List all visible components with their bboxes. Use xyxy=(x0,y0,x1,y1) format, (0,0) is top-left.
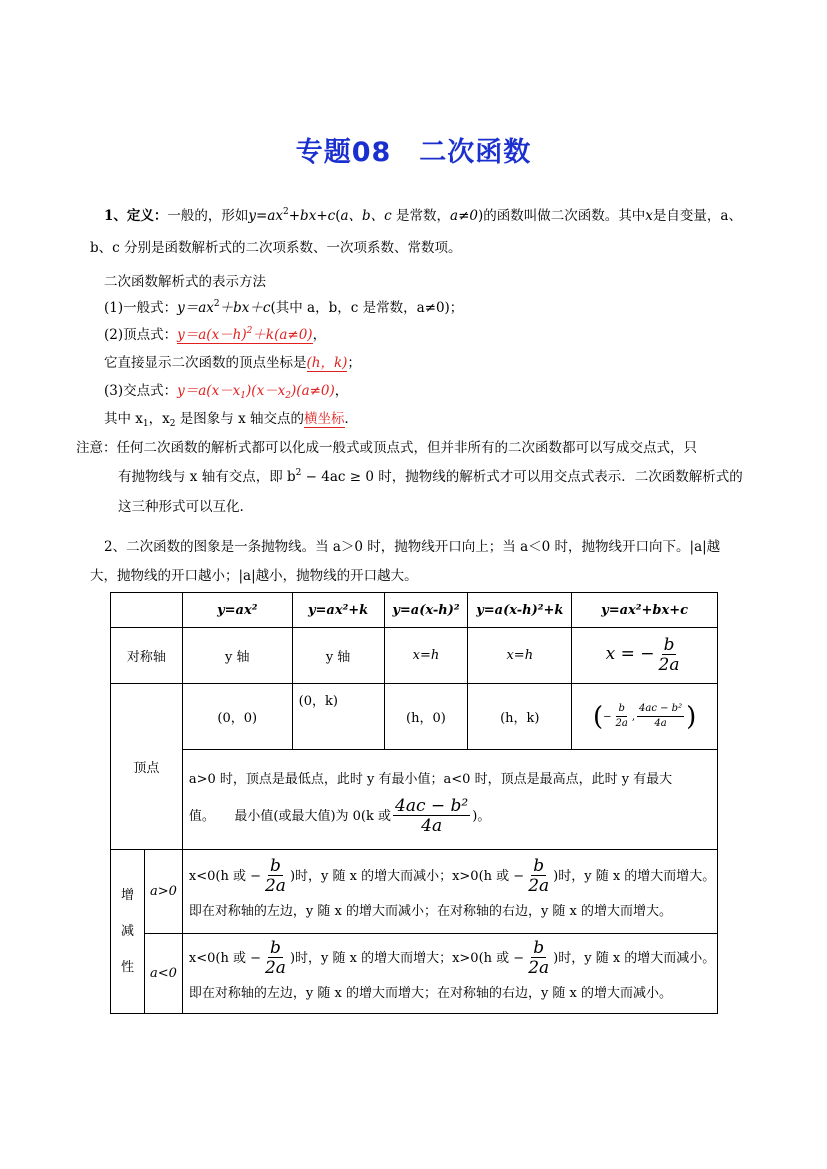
denominator: 4a xyxy=(654,718,667,729)
form-vertex xyxy=(104,325,326,345)
text: 值。 最小值(或最大值)为 0(k 或 xyxy=(188,809,392,824)
table-cell xyxy=(182,750,717,850)
text: (2)顶点式： xyxy=(104,327,178,343)
text: 它直接显示二次函数的顶点坐标是 xyxy=(104,355,307,371)
text: 是自变量，a、 xyxy=(652,208,742,224)
formula: y＝ax xyxy=(177,300,214,316)
subscript: 2 xyxy=(169,419,176,429)
fraction xyxy=(263,939,288,978)
page-title: 专题08 二次函数 xyxy=(295,137,532,168)
table-header: y=ax² xyxy=(182,593,292,628)
table-cell: y 轴 xyxy=(292,628,384,684)
table-corner xyxy=(111,593,183,628)
table-cell xyxy=(182,850,717,934)
formula: y＝a(x－x xyxy=(177,383,241,399)
subscript: 1 xyxy=(240,391,247,401)
formula: a、b、c xyxy=(340,208,392,224)
denominator: 2a xyxy=(264,875,286,896)
table-cell: (0，0) xyxy=(182,684,292,750)
table-cell: (h，0) xyxy=(384,684,468,750)
fraction xyxy=(263,857,288,896)
formula: y=ax xyxy=(248,208,284,224)
table-row xyxy=(111,934,718,1014)
subscript: 1 xyxy=(142,419,149,429)
table-cell: (0，k) xyxy=(292,684,384,750)
formula: x = − xyxy=(605,644,655,664)
formula: a≠0 xyxy=(450,208,478,224)
formula: )(x－x xyxy=(246,383,286,399)
numerator: 4ac − b² xyxy=(395,796,469,816)
exponent: 2 xyxy=(213,299,220,309)
label-char: 减 xyxy=(120,923,134,939)
fraction xyxy=(393,797,470,836)
note-line-1: 注意：任何二次函数的解析式都可以化成一般式或顶点式，但并非所有的二次函数都可以写成交点式，只 xyxy=(76,440,697,456)
table-cell: y 轴 xyxy=(182,628,292,684)
monotonic-summary: 即在对称轴的左边，y 随 x 的增大而减小；在对称轴的右边，y 随 x 的增大而增大。 xyxy=(188,903,673,919)
extreme-value-line xyxy=(189,797,711,836)
text: 一般的，形如 xyxy=(167,208,249,224)
denominator: 2a xyxy=(528,875,550,896)
numerator: b xyxy=(270,855,281,876)
table-cell xyxy=(572,628,718,684)
row-label: 顶点 xyxy=(111,684,183,850)
numerator: b xyxy=(616,702,626,717)
numerator: b xyxy=(533,855,545,876)
intersection-note xyxy=(104,409,358,429)
text: − 4ac ≥ 0 时，抛物线的解析式才可以用交点式表示．二次函数解析式的 xyxy=(301,469,743,485)
denominator: 2a xyxy=(264,957,286,978)
text: (3)交点式： xyxy=(104,383,178,399)
subscript: 2 xyxy=(285,391,292,401)
formula: y＝a(x－h) xyxy=(177,327,247,343)
quadratic-properties-table xyxy=(110,592,718,1014)
text: (其中 a，b，c 是常数，a≠0)； xyxy=(270,300,464,316)
section-2-line-1: 2、二次函数的图象是一条抛物线。当 a＞0 时，抛物线开口向上；当 a＜0 时，抛物线开口向下。|a|越 xyxy=(104,539,721,555)
formula: ＋k(a≠0) xyxy=(252,327,313,343)
text: )的函数叫做二次函数。其中 xyxy=(478,208,646,224)
section-2-line-2: 大，抛物线的开口越小；|a|越小，抛物线的开口越大。 xyxy=(90,568,418,584)
text: )。 xyxy=(472,809,491,824)
table-header: y=a(x-h)²+k xyxy=(468,593,572,628)
form-intersection xyxy=(104,381,348,401)
numerator: 4ac − b² xyxy=(637,702,684,717)
text: x<0(h 或 − xyxy=(188,868,261,884)
table-row xyxy=(111,684,718,750)
table-cell xyxy=(182,934,717,1014)
form-general xyxy=(104,298,463,318)
text: )时，y 随 x 的增大而减小；x>0(h 或 − xyxy=(289,868,525,884)
numerator: b xyxy=(533,937,545,958)
row-label: 对称轴 xyxy=(111,628,183,684)
increasing-decreasing-line xyxy=(189,857,717,897)
table-header: y=ax²+k xyxy=(292,593,384,628)
label-char: 增 xyxy=(120,887,134,903)
text: )时，y 随 x 的增大而增大；x>0(h 或 − xyxy=(289,950,525,966)
exponent: 2 xyxy=(295,468,302,478)
table-cell: (− $\frac{b}{2a}$ , $\frac{\text{4ac − b²}}{4a}$ ) xyxy=(572,684,718,750)
definition-label: 定义： xyxy=(126,208,168,224)
monotonic-summary: 即在对称轴的左边，y 随 x 的增大而增大；在对称轴的右边，y 随 x 的增大而减小。 xyxy=(188,985,673,1001)
text: 其中 x xyxy=(104,411,143,427)
vertex-description: a>0 时，顶点是最低点，此时 y 有最小值；a<0 时，顶点是最高点，此时 y 有最大 xyxy=(188,772,673,787)
numerator: b xyxy=(270,937,281,958)
formula: )(a≠0) xyxy=(291,383,335,399)
definition-line-2: b、c 分别是函数解析式的二次项系数、一次项系数、常数项。 xyxy=(90,240,462,256)
table-header: y=ax²+bx+c xyxy=(572,593,718,628)
text: ，x xyxy=(148,411,170,427)
numerator: b xyxy=(663,635,675,655)
formula: ＋bx＋c xyxy=(219,300,271,316)
fraction xyxy=(526,857,551,896)
denominator: 4a xyxy=(421,816,443,836)
table-row xyxy=(111,750,718,850)
text: (1)一般式： xyxy=(104,300,178,316)
fraction xyxy=(657,636,682,675)
fraction xyxy=(613,702,629,731)
formula: x xyxy=(645,208,653,224)
denominator: 2a xyxy=(658,655,680,675)
vertex-coordinate: (h，k) xyxy=(306,355,348,371)
label-char: 性 xyxy=(120,959,134,975)
condition: a>0 xyxy=(144,850,182,934)
vertex-coordinate-line xyxy=(104,353,361,373)
table-header: y=a(x-h)² xyxy=(384,593,468,628)
denominator: 2a xyxy=(528,957,550,978)
forms-title: 二次函数解析式的表示方法 xyxy=(104,274,266,290)
row-label xyxy=(111,850,145,1014)
x-intercept-term: 横坐标 xyxy=(304,411,345,427)
text: ， xyxy=(312,327,327,343)
text: )时，y 随 x 的增大而增大。 xyxy=(553,868,716,884)
text: )时，y 随 x 的增大而减小。 xyxy=(553,950,716,966)
table-cell: (h，k) xyxy=(468,684,572,750)
text: 有抛物线与 x 轴有交点，即 b xyxy=(118,469,296,485)
fraction xyxy=(526,939,551,978)
text: x<0(h 或 − xyxy=(188,950,261,966)
table-row xyxy=(111,628,718,684)
denominator: 2a xyxy=(615,718,628,729)
text: ， xyxy=(334,383,349,399)
fraction xyxy=(637,702,684,731)
table-row xyxy=(111,850,718,934)
text: 是图象与 x 轴交点的 xyxy=(175,411,304,427)
condition: a<0 xyxy=(144,934,182,1014)
text: ( xyxy=(335,208,341,224)
formula: +bx+c xyxy=(288,208,336,224)
text: ． xyxy=(344,411,358,427)
section-number: 1、 xyxy=(104,208,127,224)
exponent: 2 xyxy=(246,326,253,336)
note-line-2 xyxy=(118,467,743,487)
text: ； xyxy=(347,355,361,371)
table-cell: x=h xyxy=(468,628,572,684)
table-cell: x=h xyxy=(384,628,468,684)
text: 是常数， xyxy=(391,208,451,224)
definition-line-1 xyxy=(104,206,742,226)
exponent: 2 xyxy=(283,207,289,217)
table-header-row xyxy=(111,593,718,628)
increasing-decreasing-line xyxy=(189,939,717,979)
note-line-3: 这三种形式可以互化. xyxy=(118,499,244,515)
